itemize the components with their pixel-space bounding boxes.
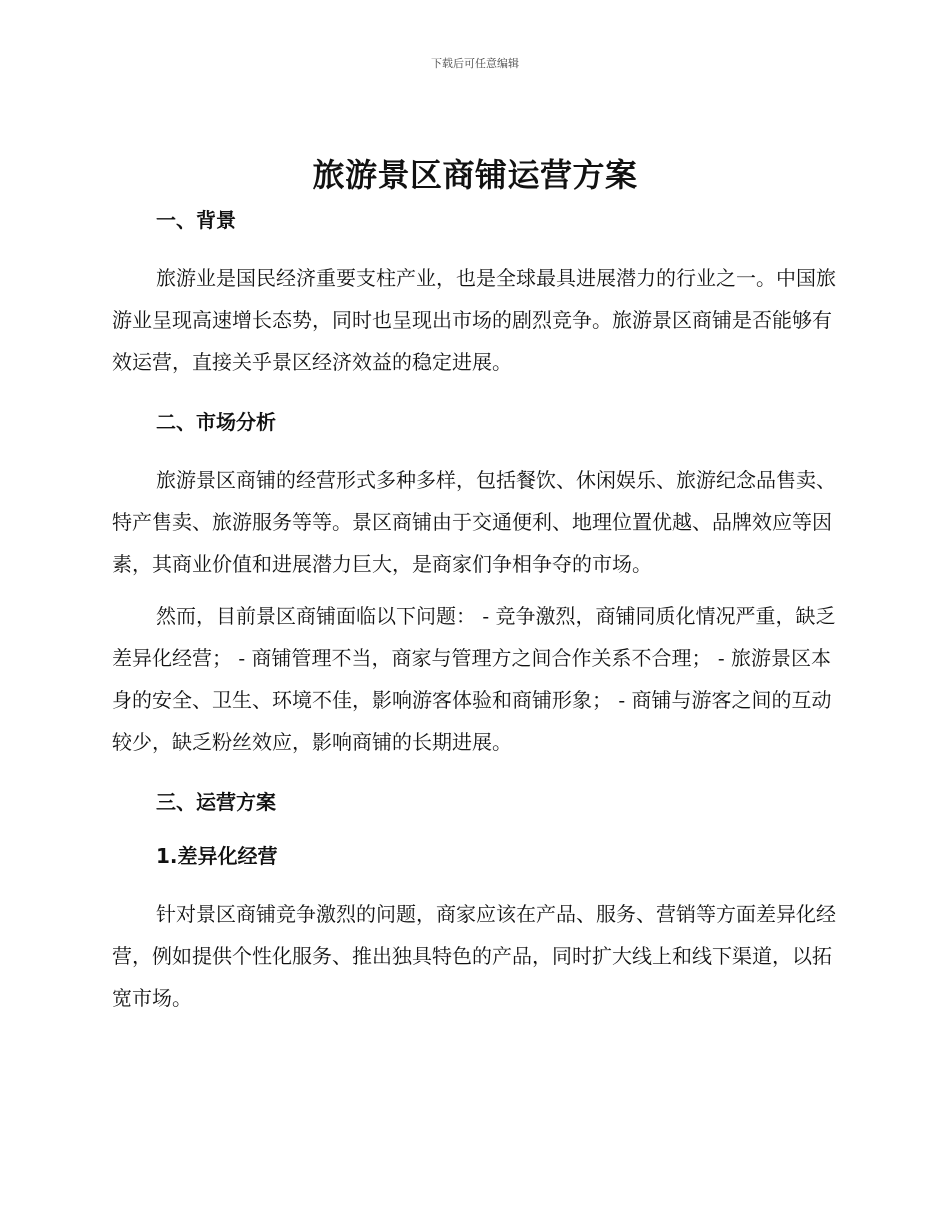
paragraph-market-problems: 然而，目前景区商铺面临以下问题： - 竞争激烈，商铺同质化情况严重，缺乏差异化经营； - 商铺管理不当，商家与管理方之间合作关系不合理； - 旅游景区本身的安全、卫生、环境不佳，影响游客体验和商铺形象； - 商铺与游客之间的互动较少，缺乏粉丝效应，影响商铺的长期进展。 <box>112 604 836 754</box>
paragraph-background: 旅游业是国民经济重要支柱产业，也是全球最具进展潜力的行业之一。中国旅游业呈现高速增长态势，同时也呈现出市场的剧烈竞争。旅游景区商铺是否能够有效运营，直接关乎景区经济效益的稳定进展。 <box>112 266 836 374</box>
document-body <box>112 203 840 1019</box>
page-header-note: 下载后可任意编辑 <box>431 57 519 70</box>
document-title: 旅游景区商铺运营方案 <box>312 156 638 194</box>
section-heading-background: 一、背景 <box>156 208 236 232</box>
section-heading-operation-plan: 三、运营方案 <box>156 790 276 814</box>
subsection-heading-differentiation: 1.差异化经营 <box>156 844 278 868</box>
paragraph-differentiation: 针对景区商铺竞争激烈的问题，商家应该在产品、服务、营销等方面差异化经营，例如提供个性化服务、推出独具特色的产品，同时扩大线上和线下渠道，以拓宽市场。 <box>112 902 836 1010</box>
section-heading-market-analysis: 二、市场分析 <box>156 410 276 434</box>
paragraph-market-analysis: 旅游景区商铺的经营形式多种多样，包括餐饮、休闲娱乐、旅游纪念品售卖、特产售卖、旅游服务等等。景区商铺由于交通便利、地理位置优越、品牌效应等因素，其商业价值和进展潜力巨大，是商家们争相争夺的市场。 <box>112 468 836 576</box>
